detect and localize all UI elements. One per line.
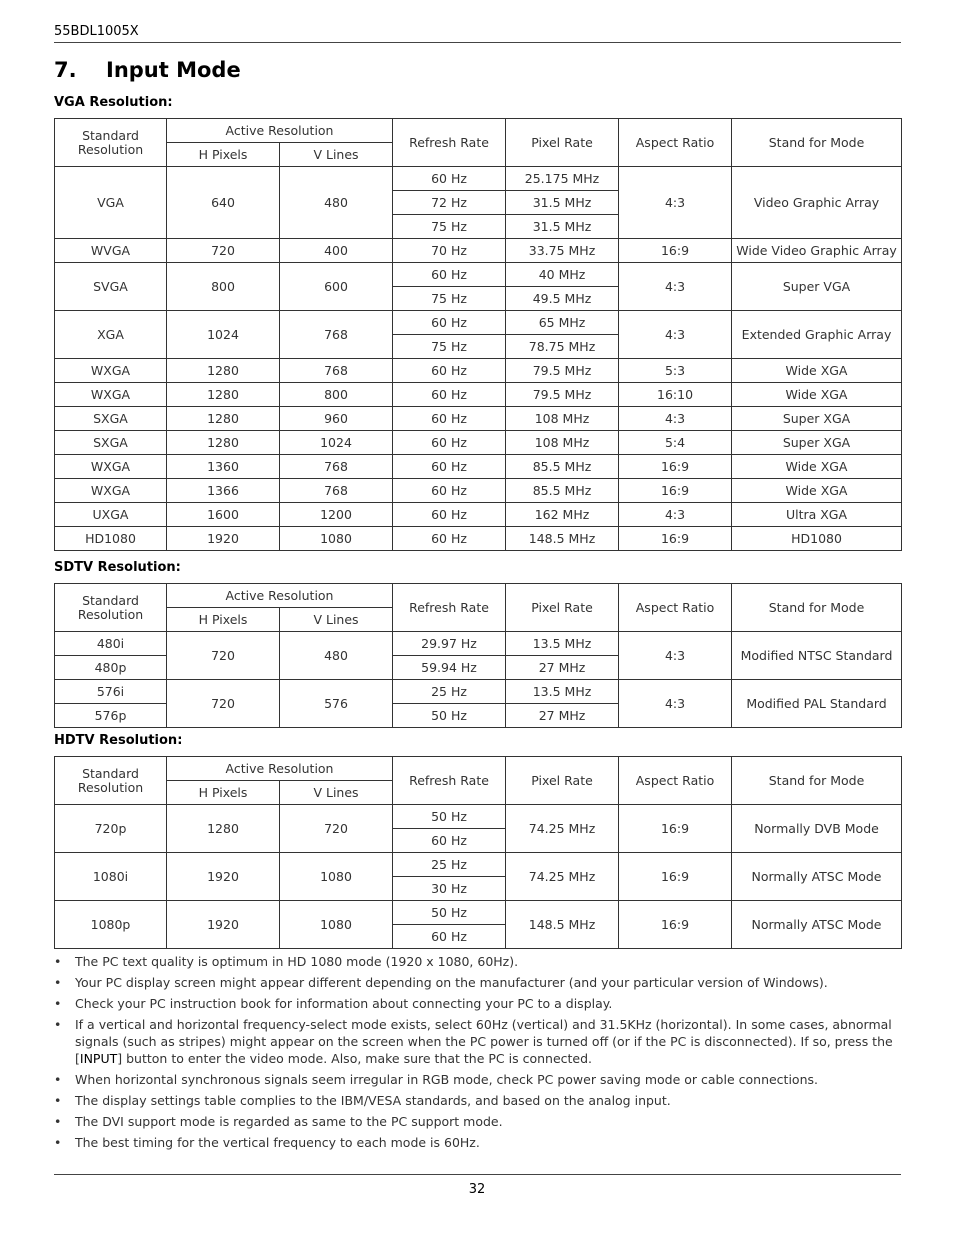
h-pixels-cell: 720 <box>167 632 280 680</box>
standard-resolution-cell: WVGA <box>55 239 167 263</box>
input-key-label: INPUT <box>79 1051 118 1066</box>
table-row <box>55 853 902 877</box>
standard-resolution-cell: 576i <box>55 680 167 704</box>
col-header-stand-for-mode: Stand for Mode <box>732 584 902 632</box>
standard-resolution-cell: XGA <box>55 311 167 359</box>
standard-resolution-cell: 480p <box>55 656 167 680</box>
stand-for-mode-cell: Normally ATSC Mode <box>732 853 902 901</box>
refresh-rate-cell: 29.97 Hz <box>393 632 506 656</box>
col-header-pixel-rate: Pixel Rate <box>506 584 619 632</box>
stand-for-mode-cell: Wide Video Graphic Array <box>732 239 902 263</box>
header-row <box>55 757 902 781</box>
refresh-rate-cell: 59.94 Hz <box>393 656 506 680</box>
col-header-aspect-ratio: Aspect Ratio <box>619 119 732 167</box>
aspect-ratio-cell: 16:10 <box>619 383 732 407</box>
note-item <box>54 1071 901 1088</box>
pixel-rate-cell: 65 MHz <box>506 311 619 335</box>
pixel-rate-cell: 31.5 MHz <box>506 191 619 215</box>
pixel-rate-cell: 13.5 MHz <box>506 632 619 656</box>
stand-for-mode-cell: Modified NTSC Standard <box>732 632 902 680</box>
v-lines-cell: 1200 <box>280 503 393 527</box>
h-pixels-cell: 1600 <box>167 503 280 527</box>
h-pixels-cell: 1920 <box>167 527 280 551</box>
stand-for-mode-cell: Normally ATSC Mode <box>732 901 902 949</box>
stand-for-mode-cell: Extended Graphic Array <box>732 311 902 359</box>
col-header-standard: Standard Resolution <box>55 119 167 167</box>
refresh-rate-cell: 75 Hz <box>393 335 506 359</box>
aspect-ratio-cell: 5:4 <box>619 431 732 455</box>
v-lines-cell: 480 <box>280 167 393 239</box>
note-item <box>54 974 901 991</box>
vga-resolution-table <box>54 118 902 551</box>
h-pixels-cell: 1280 <box>167 431 280 455</box>
col-header-h-pixels: H Pixels <box>167 143 280 167</box>
pixel-rate-cell: 148.5 MHz <box>506 527 619 551</box>
refresh-rate-cell: 60 Hz <box>393 359 506 383</box>
pixel-rate-cell: 31.5 MHz <box>506 215 619 239</box>
v-lines-cell: 600 <box>280 263 393 311</box>
refresh-rate-cell: 25 Hz <box>393 853 506 877</box>
h-pixels-cell: 1280 <box>167 407 280 431</box>
v-lines-cell: 960 <box>280 407 393 431</box>
note-text: The PC text quality is optimum in HD 1080 mode (1920 x 1080, 60Hz). <box>75 954 519 969</box>
col-header-aspect-ratio: Aspect Ratio <box>619 584 732 632</box>
refresh-rate-cell: 60 Hz <box>393 263 506 287</box>
v-lines-cell: 720 <box>280 805 393 853</box>
col-header-active-resolution: Active Resolution <box>167 584 393 608</box>
bullet: • <box>54 1093 62 1108</box>
bullet: • <box>54 954 62 969</box>
refresh-rate-cell: 50 Hz <box>393 704 506 728</box>
table-row <box>55 263 902 287</box>
refresh-rate-cell: 30 Hz <box>393 877 506 901</box>
aspect-ratio-cell: 16:9 <box>619 479 732 503</box>
pixel-rate-cell: 27 MHz <box>506 704 619 728</box>
v-lines-cell: 1080 <box>280 527 393 551</box>
refresh-rate-cell: 60 Hz <box>393 383 506 407</box>
section-number: 7. <box>54 58 77 82</box>
bullet: • <box>54 1135 62 1150</box>
aspect-ratio-cell: 16:9 <box>619 853 732 901</box>
refresh-rate-cell: 70 Hz <box>393 239 506 263</box>
table-row <box>55 805 902 829</box>
note-text: If a vertical and horizontal frequency-select mode exists, select 60Hz (vertical) and 31.5KHz (horizontal). In some cases, abnormal signals (such as stripes) might appear on the screen when the PC power is turned off (or if the PC is disconnected). If so, press the [ <box>75 1017 893 1066</box>
refresh-rate-cell: 60 Hz <box>393 311 506 335</box>
pixel-rate-cell: 27 MHz <box>506 656 619 680</box>
standard-resolution-cell: SXGA <box>55 431 167 455</box>
note-text: ] button to enter the video mode. Also, make sure that the PC is connected. <box>117 1051 593 1066</box>
bullet: • <box>54 1072 62 1087</box>
h-pixels-cell: 1920 <box>167 853 280 901</box>
refresh-rate-cell: 60 Hz <box>393 527 506 551</box>
v-lines-cell: 768 <box>280 479 393 503</box>
col-header-stand-for-mode: Stand for Mode <box>732 757 902 805</box>
v-lines-cell: 768 <box>280 455 393 479</box>
h-pixels-cell: 800 <box>167 263 280 311</box>
table-row <box>55 901 902 925</box>
stand-for-mode-cell: Wide XGA <box>732 359 902 383</box>
note-item <box>54 953 901 970</box>
sdtv-resolution-table <box>54 583 902 728</box>
note-text: The DVI support mode is regarded as same to the PC support mode. <box>75 1114 503 1129</box>
table-row <box>55 359 902 383</box>
refresh-rate-cell: 60 Hz <box>393 503 506 527</box>
v-lines-cell: 480 <box>280 632 393 680</box>
note-item <box>54 995 901 1012</box>
standard-resolution-cell: SVGA <box>55 263 167 311</box>
standard-resolution-cell: UXGA <box>55 503 167 527</box>
pixel-rate-cell: 79.5 MHz <box>506 359 619 383</box>
h-pixels-cell: 1280 <box>167 805 280 853</box>
stand-for-mode-cell: Super XGA <box>732 431 902 455</box>
aspect-ratio-cell: 4:3 <box>619 311 732 359</box>
stand-for-mode-cell: Video Graphic Array <box>732 167 902 239</box>
pixel-rate-cell: 85.5 MHz <box>506 479 619 503</box>
stand-for-mode-cell: Wide XGA <box>732 455 902 479</box>
header-divider <box>54 42 901 43</box>
col-header-standard: Standard Resolution <box>55 757 167 805</box>
note-item <box>54 1092 901 1109</box>
col-header-h-pixels: H Pixels <box>167 781 280 805</box>
notes-list <box>54 953 901 1155</box>
hdtv-resolution-table <box>54 756 902 949</box>
standard-resolution-cell: 576p <box>55 704 167 728</box>
pixel-rate-cell: 78.75 MHz <box>506 335 619 359</box>
standard-resolution-cell: HD1080 <box>55 527 167 551</box>
bullet: • <box>54 996 62 1011</box>
table-row <box>55 680 902 704</box>
col-header-active-resolution: Active Resolution <box>167 119 393 143</box>
refresh-rate-cell: 75 Hz <box>393 215 506 239</box>
standard-resolution-cell: 1080i <box>55 853 167 901</box>
pixel-rate-cell: 74.25 MHz <box>506 805 619 853</box>
standard-resolution-cell: VGA <box>55 167 167 239</box>
standard-resolution-cell: SXGA <box>55 407 167 431</box>
stand-for-mode-cell: Normally DVB Mode <box>732 805 902 853</box>
refresh-rate-cell: 60 Hz <box>393 455 506 479</box>
stand-for-mode-cell: Wide XGA <box>732 383 902 407</box>
vga-subtitle: VGA Resolution: <box>54 95 173 110</box>
h-pixels-cell: 1366 <box>167 479 280 503</box>
h-pixels-cell: 1280 <box>167 359 280 383</box>
standard-resolution-cell: WXGA <box>55 383 167 407</box>
refresh-rate-cell: 75 Hz <box>393 287 506 311</box>
col-header-pixel-rate: Pixel Rate <box>506 119 619 167</box>
table-row <box>55 527 902 551</box>
aspect-ratio-cell: 5:3 <box>619 359 732 383</box>
h-pixels-cell: 1920 <box>167 901 280 949</box>
section-title <box>54 58 241 82</box>
col-header-v-lines: V Lines <box>280 143 393 167</box>
aspect-ratio-cell: 4:3 <box>619 680 732 728</box>
header-row <box>55 584 902 608</box>
pixel-rate-cell: 25.175 MHz <box>506 167 619 191</box>
table-row <box>55 311 902 335</box>
col-header-v-lines: V Lines <box>280 781 393 805</box>
pixel-rate-cell: 74.25 MHz <box>506 853 619 901</box>
v-lines-cell: 800 <box>280 383 393 407</box>
refresh-rate-cell: 50 Hz <box>393 901 506 925</box>
col-header-refresh-rate: Refresh Rate <box>393 757 506 805</box>
bullet: • <box>54 1114 62 1129</box>
note-text: Your PC display screen might appear different depending on the manufacturer (and your particular version of Windows). <box>75 975 828 990</box>
refresh-rate-cell: 60 Hz <box>393 479 506 503</box>
table-row <box>55 239 902 263</box>
stand-for-mode-cell: Ultra XGA <box>732 503 902 527</box>
col-header-refresh-rate: Refresh Rate <box>393 584 506 632</box>
hdtv-subtitle: HDTV Resolution: <box>54 733 183 748</box>
refresh-rate-cell: 60 Hz <box>393 431 506 455</box>
refresh-rate-cell: 60 Hz <box>393 407 506 431</box>
col-header-v-lines: V Lines <box>280 608 393 632</box>
table-row <box>55 167 902 191</box>
document-model-header: 55BDL1005X <box>54 24 139 39</box>
aspect-ratio-cell: 16:9 <box>619 527 732 551</box>
header-row <box>55 119 902 143</box>
standard-resolution-cell: WXGA <box>55 359 167 383</box>
refresh-rate-cell: 25 Hz <box>393 680 506 704</box>
aspect-ratio-cell: 4:3 <box>619 167 732 239</box>
pixel-rate-cell: 79.5 MHz <box>506 383 619 407</box>
table-row <box>55 383 902 407</box>
pixel-rate-cell: 108 MHz <box>506 431 619 455</box>
col-header-h-pixels: H Pixels <box>167 608 280 632</box>
note-text: The display settings table complies to the IBM/VESA standards, and based on the analog input. <box>75 1093 671 1108</box>
pixel-rate-cell: 49.5 MHz <box>506 287 619 311</box>
stand-for-mode-cell: Wide XGA <box>732 479 902 503</box>
standard-resolution-cell: 1080p <box>55 901 167 949</box>
standard-resolution-cell: WXGA <box>55 455 167 479</box>
table-row <box>55 503 902 527</box>
aspect-ratio-cell: 4:3 <box>619 407 732 431</box>
pixel-rate-cell: 85.5 MHz <box>506 455 619 479</box>
aspect-ratio-cell: 16:9 <box>619 805 732 853</box>
aspect-ratio-cell: 16:9 <box>619 901 732 949</box>
stand-for-mode-cell: Modified PAL Standard <box>732 680 902 728</box>
col-header-refresh-rate: Refresh Rate <box>393 119 506 167</box>
h-pixels-cell: 1360 <box>167 455 280 479</box>
note-item <box>54 1134 901 1151</box>
v-lines-cell: 1024 <box>280 431 393 455</box>
refresh-rate-cell: 60 Hz <box>393 167 506 191</box>
h-pixels-cell: 1280 <box>167 383 280 407</box>
h-pixels-cell: 720 <box>167 680 280 728</box>
v-lines-cell: 1080 <box>280 901 393 949</box>
col-header-standard: Standard Resolution <box>55 584 167 632</box>
v-lines-cell: 400 <box>280 239 393 263</box>
note-text: When horizontal synchronous signals seem irregular in RGB mode, check PC power saving mode or cable connections. <box>75 1072 818 1087</box>
v-lines-cell: 576 <box>280 680 393 728</box>
page-number: 32 <box>468 1182 486 1197</box>
col-header-stand-for-mode: Stand for Mode <box>732 119 902 167</box>
note-item <box>54 1016 901 1067</box>
sdtv-subtitle: SDTV Resolution: <box>54 560 181 575</box>
pixel-rate-cell: 108 MHz <box>506 407 619 431</box>
aspect-ratio-cell: 4:3 <box>619 503 732 527</box>
table-row <box>55 431 902 455</box>
pixel-rate-cell: 33.75 MHz <box>506 239 619 263</box>
note-item <box>54 1113 901 1130</box>
note-text: Check your PC instruction book for information about connecting your PC to a display. <box>75 996 613 1011</box>
stand-for-mode-cell: Super XGA <box>732 407 902 431</box>
pixel-rate-cell: 40 MHz <box>506 263 619 287</box>
standard-resolution-cell: 480i <box>55 632 167 656</box>
refresh-rate-cell: 72 Hz <box>393 191 506 215</box>
h-pixels-cell: 720 <box>167 239 280 263</box>
standard-resolution-cell: WXGA <box>55 479 167 503</box>
col-header-active-resolution: Active Resolution <box>167 757 393 781</box>
table-row <box>55 479 902 503</box>
h-pixels-cell: 640 <box>167 167 280 239</box>
pixel-rate-cell: 13.5 MHz <box>506 680 619 704</box>
col-header-aspect-ratio: Aspect Ratio <box>619 757 732 805</box>
h-pixels-cell: 1024 <box>167 311 280 359</box>
refresh-rate-cell: 50 Hz <box>393 805 506 829</box>
v-lines-cell: 768 <box>280 311 393 359</box>
section-title-text: Input Mode <box>106 58 241 82</box>
stand-for-mode-cell: Super VGA <box>732 263 902 311</box>
refresh-rate-cell: 60 Hz <box>393 829 506 853</box>
aspect-ratio-cell: 16:9 <box>619 455 732 479</box>
v-lines-cell: 768 <box>280 359 393 383</box>
note-text: The best timing for the vertical frequency to each mode is 60Hz. <box>75 1135 480 1150</box>
pixel-rate-cell: 162 MHz <box>506 503 619 527</box>
v-lines-cell: 1080 <box>280 853 393 901</box>
bullet: • <box>54 1017 62 1032</box>
aspect-ratio-cell: 4:3 <box>619 263 732 311</box>
aspect-ratio-cell: 4:3 <box>619 632 732 680</box>
standard-resolution-cell: 720p <box>55 805 167 853</box>
col-header-pixel-rate: Pixel Rate <box>506 757 619 805</box>
stand-for-mode-cell: HD1080 <box>732 527 902 551</box>
table-row <box>55 407 902 431</box>
pixel-rate-cell: 148.5 MHz <box>506 901 619 949</box>
aspect-ratio-cell: 16:9 <box>619 239 732 263</box>
bullet: • <box>54 975 62 990</box>
table-row <box>55 632 902 656</box>
footer-divider <box>54 1174 901 1175</box>
refresh-rate-cell: 60 Hz <box>393 925 506 949</box>
table-row <box>55 455 902 479</box>
